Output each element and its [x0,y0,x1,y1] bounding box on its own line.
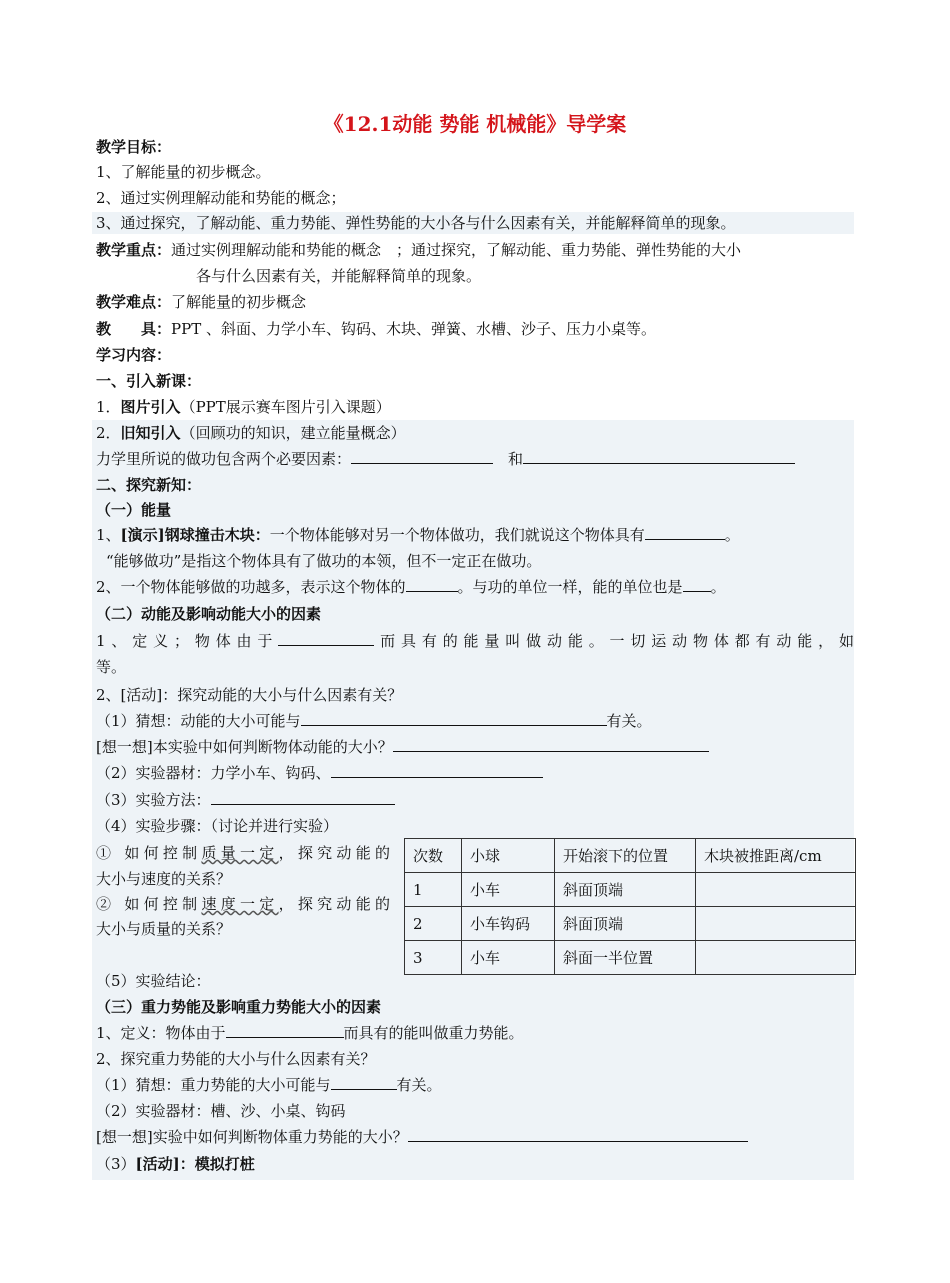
item-text: （2）实验器材：力学小车、钩码、 [96,764,331,782]
item-text: ，探究动能的 [278,895,390,913]
intro-item-2 [96,422,406,444]
item-text: ① 如何控制 [96,844,202,862]
energy-demo-line [96,524,740,546]
table-cell: 斜面一半位置 [555,941,696,975]
kinetic-definition [96,630,854,652]
question-2-line2: 大小与质量的关系？ [96,920,232,938]
item-text: ② 如何控制 [96,895,202,913]
tools-text: PPT 、斜面、力学小车、钩码、木块、弹簧、水槽、沙子、压力小桌等。 [171,320,656,338]
blank-field[interactable] [226,1022,344,1038]
table-cell: 2 [405,907,462,941]
table-row [405,941,856,975]
item-text: （1）猜想：动能的大小可能与 [96,712,301,730]
emphasis-text: 质量一定 [201,844,279,862]
gravity-equipment: （2）实验器材：槽、沙、小桌、钩码 [96,1102,346,1120]
key-points-line [96,239,741,261]
kinetic-method [96,789,395,811]
item-text: 力学里所说的做功包含两个必要因素： [96,450,352,468]
item-text: [想一想]实验中如何判断物体重力势能的大小？ [96,1128,408,1146]
blank-field[interactable] [393,736,709,752]
item-text: [想一想]本实验中如何判断物体动能的大小？ [96,738,393,756]
kinetic-think [96,736,709,758]
difficulty-line [96,291,306,313]
energy-note: “能够做功”是指这个物体具有了做功的本领，但不一定正在做功。 [106,552,542,570]
item-text: 。与功的单位一样，能的单位也是 [457,578,683,596]
table-cell: 斜面顶端 [555,873,696,907]
item-text: （3）实验方法： [96,791,211,809]
question-1-line1 [96,842,390,864]
item-text: 。 [710,578,726,596]
item-text: 2、一个物体能够做的功越多，表示这个物体的 [96,578,406,596]
kinetic-definition-cont: 等。 [96,658,127,676]
table-cell-blank[interactable] [696,873,856,907]
blank-field[interactable] [683,576,711,592]
objective-item: 1、了解能量的初步概念。 [96,163,271,181]
gravity-definition [96,1022,524,1044]
work-factors-line [96,448,795,470]
blank-field[interactable] [406,576,458,592]
table-row [405,873,856,907]
blank-field[interactable] [523,448,795,464]
item-text: （1）猜想：重力势能的大小可能与 [96,1076,331,1094]
kinetic-heading: （二）动能及影响动能大小的因素 [96,605,322,623]
tools-label: 教 具： [96,320,172,338]
question-1-line2: 大小与速度的关系？ [96,870,232,888]
kinetic-conclusion: （5）实验结论： [96,972,211,990]
kinetic-steps: （4）实验步骤：（讨论并进行实验） [96,817,339,835]
item-text: 。 [724,526,740,544]
item-number: 1． [96,398,121,416]
table-cell: 3 [405,941,462,975]
blank-field[interactable] [278,630,374,646]
blank-field[interactable] [645,524,725,540]
item-text: 一个物体能够对另一个物体做功，我们就说这个物体具有 [269,526,645,544]
item-bold: [演示]钢球撞击木块： [120,526,270,544]
energy-item-2 [96,576,726,598]
blank-field[interactable] [408,1126,748,1142]
item-bold: [活动]：模拟打桩 [135,1155,255,1173]
key-points-text: 通过实例理解动能和势能的概念 ；通过探究，了解动能、重力势能、弹性势能的大小 [171,241,742,259]
table-cell: 斜面顶端 [555,907,696,941]
blank-field[interactable] [351,448,493,464]
table-header-row [405,839,856,873]
table-header-cell: 次数 [405,839,462,873]
blank-field[interactable] [211,789,395,805]
difficulty-label: 教学难点： [96,293,172,311]
item-text: 和 [508,450,524,468]
item-number: （3） [96,1155,136,1173]
emphasis-text: 速度一定 [201,895,279,913]
experiment-table [404,838,856,975]
gravity-guess [96,1074,442,1096]
kinetic-activity: 2、[活动]：探究动能的大小与什么因素有关？ [96,686,403,704]
item-text: （回顾功的知识，建立能量概念） [180,424,406,442]
table-cell: 1 [405,873,462,907]
energy-heading: （一）能量 [96,501,172,519]
tools-line [96,318,656,340]
table-cell: 小车 [462,873,555,907]
table-cell: 小车钩码 [462,907,555,941]
table-header-cell: 小球 [462,839,555,873]
difficulty-text: 了解能量的初步概念 [171,293,307,311]
table-header-cell: 木块被推距离/cm [696,839,856,873]
item-text: ，探究动能的 [278,844,390,862]
item-bold: 旧知引入 [120,424,181,442]
kinetic-equipment [96,762,543,784]
gravity-activity [96,1153,255,1175]
item-number: 2． [96,424,121,442]
objective-item: 2、通过实例理解动能和势能的概念； [96,189,346,207]
item-text: 而具有的能量叫做动能。一切运动物体都有动能，如 [374,632,854,650]
intro-heading: 一、引入新课： [96,372,202,390]
kinetic-guess [96,710,652,732]
objective-item: 3、通过探究，了解动能、重力势能、弹性势能的大小各与什么因素有关，并能解释简单的现象。 [96,214,736,232]
key-points-line2: 各与什么因素有关，并能解释简单的现象。 [196,267,482,285]
table-header-cell: 开始滚下的位置 [555,839,696,873]
content-heading: 学习内容： [96,346,172,364]
item-text: 1、定义：物体由于 [96,1024,226,1042]
table-cell-blank[interactable] [696,941,856,975]
item-text: （PPT展示赛车图片引入课题） [180,398,391,416]
question-2-line1 [96,893,390,915]
page-title: 《12.1动能 势能 机械能》导学案 [323,112,627,136]
intro-item-1 [96,396,391,418]
blank-field[interactable] [301,710,607,726]
key-points-label: 教学重点： [96,241,172,259]
item-bold: 图片引入 [120,398,181,416]
table-cell: 小车 [462,941,555,975]
item-text: 1、定义；物体由于 [96,632,279,650]
item-text: 有关。 [606,712,652,730]
blank-field[interactable] [331,1074,397,1090]
table-cell-blank[interactable] [696,907,856,941]
table-row [405,907,856,941]
blank-field[interactable] [331,762,543,778]
gravity-explore: 2、探究重力势能的大小与什么因素有关？ [96,1050,376,1068]
gravity-think [96,1126,748,1148]
item-number: 1、 [96,526,121,544]
explore-heading: 二、探究新知： [96,476,202,494]
objectives-heading: 教学目标： [96,138,172,156]
gravity-heading: （三）重力势能及影响重力势能大小的因素 [96,998,382,1016]
item-text: 有关。 [396,1076,442,1094]
item-text: 而具有的能叫做重力势能。 [343,1024,524,1042]
